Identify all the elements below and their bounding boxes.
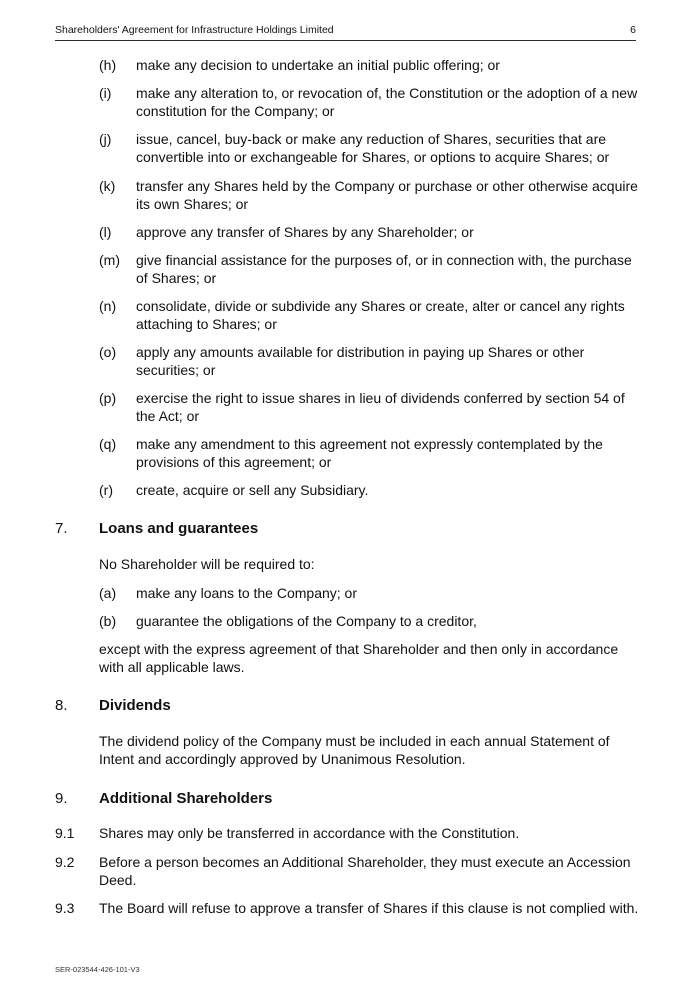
list-item-label: (k): [99, 178, 116, 194]
header-title: Shareholders' Agreement for Infrastructure Holdings Limited: [55, 24, 334, 36]
list-item-text: approve any transfer of Shares by any Shareholder; or: [136, 224, 474, 240]
page-number: 6: [630, 24, 636, 36]
clause-text: Before a person becomes an Additional Shareholder, they must execute an Accession Deed.: [99, 854, 631, 888]
list-item-text: consolidate, divide or subdivide any Shares or create, alter or cancel any rights attaching to Shares; or: [136, 298, 625, 332]
list-item-text: make any loans to the Company; or: [136, 585, 358, 601]
section-number: 7.: [55, 520, 68, 537]
list-item-label: (m): [99, 252, 120, 268]
list-item-text: make any amendment to this agreement not expressly contemplated by the provisions of this agreement; or: [136, 436, 603, 470]
list-item-label: (b): [99, 613, 117, 629]
clause-number: 9.1: [55, 825, 75, 841]
clause-text: Shares may only be transferred in accordance with the Constitution.: [99, 825, 520, 841]
section-heading: Loans and guarantees: [99, 520, 259, 537]
list-item-label: (o): [99, 344, 117, 360]
list-item-label: (q): [99, 436, 117, 452]
clause-text: The Board will refuse to approve a transfer of Shares if this clause is not complied with.: [99, 900, 639, 916]
list-item-text: make any decision to undertake an initial public offering; or: [136, 57, 500, 73]
clause-number: 9.3: [55, 900, 75, 916]
section-outro: except with the express agreement of that Shareholder and then only in accordance with all applicable laws.: [99, 641, 619, 675]
list-item-label: (a): [99, 585, 117, 601]
list-item-label: (i): [99, 85, 112, 101]
list-item-text: issue, cancel, buy-back or make any reduction of Shares, securities that are convertible into or exchangeable for Shares, or options to acquire Shares; or: [136, 131, 610, 165]
section-body: The dividend policy of the Company must be included in each annual Statement of Intent and accordingly approved by Unanimous Resolution.: [99, 733, 610, 767]
list-item-text: make any alteration to, or revocation of, the Constitution or the adoption of a new constitution for the Company; or: [136, 85, 638, 119]
list-item-text: give financial assistance for the purposes of, or in connection with, the purchase of Shares; or: [136, 252, 632, 286]
list-item-label: (h): [99, 57, 117, 73]
list-item-text: exercise the right to issue shares in lieu of dividends conferred by section 54 of the Act; or: [136, 390, 625, 424]
list-item-text: apply any amounts available for distribution in paying up Shares or other securities; or: [136, 344, 585, 378]
clause-number: 9.2: [55, 854, 75, 870]
list-item-label: (p): [99, 390, 117, 406]
section-number: 8.: [55, 697, 68, 714]
section-intro: No Shareholder will be required to:: [99, 556, 315, 572]
list-item-text: create, acquire or sell any Subsidiary.: [136, 482, 369, 498]
list-item-label: (n): [99, 298, 117, 314]
list-item-label: (l): [99, 224, 112, 240]
section-number: 9.: [55, 790, 68, 807]
list-item-label: (r): [99, 482, 113, 498]
document-reference: SER-023544-426-101-V3: [55, 965, 140, 974]
page-header: [55, 22, 636, 41]
list-item-text: transfer any Shares held by the Company or purchase or other otherwise acquire its own Shares; or: [136, 178, 638, 212]
section-heading: Dividends: [99, 697, 171, 714]
list-item-text: guarantee the obligations of the Company to a creditor,: [136, 613, 477, 629]
section-heading: Additional Shareholders: [99, 790, 273, 807]
list-item-label: (j): [99, 131, 112, 147]
